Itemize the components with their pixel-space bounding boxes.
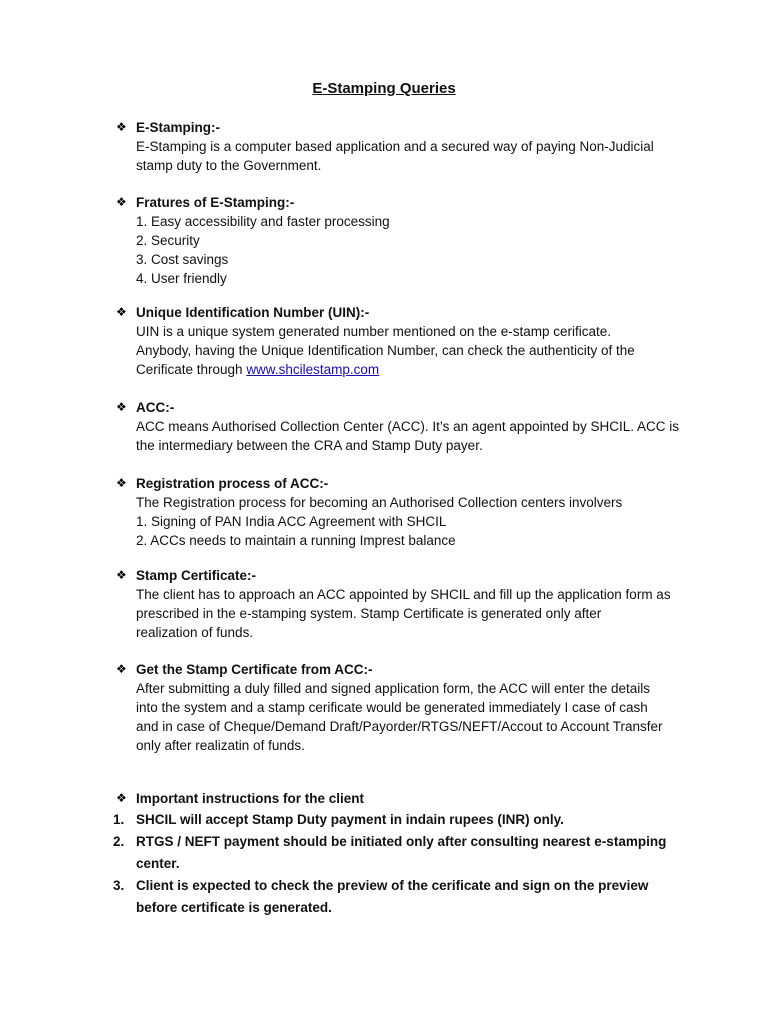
list-item: 3. Cost savings (136, 252, 229, 267)
shcilestamp-link[interactable]: www.shcilestamp.com (246, 362, 380, 377)
body-line: prescribed in the e-stamping system. Stamp Certificate is generated only after (136, 606, 602, 621)
section-features (116, 193, 716, 288)
body-line: the intermediary between the CRA and Stamp Duty payer. (136, 438, 483, 453)
diamond-bullet-icon: ❖ (116, 305, 127, 319)
list-item: 1. Signing of PAN India ACC Agreement with SHCIL (136, 514, 447, 529)
section-heading: ACC:- (136, 400, 175, 415)
item-text: before certificate is generated. (136, 900, 332, 915)
instructions-list (113, 809, 673, 919)
diamond-bullet-icon: ❖ (116, 120, 127, 134)
section-stamp-certificate (116, 566, 716, 642)
link-prefix: Cerificate through (136, 362, 247, 377)
diamond-bullet-icon: ❖ (116, 400, 127, 414)
section-heading: Fratures of E-Stamping:- (136, 195, 295, 210)
body-line: ACC means Authorised Collection Center (ACC). It’s an agent appointed by SHCIL. ACC is (136, 419, 680, 434)
section-heading: Get the Stamp Certificate from ACC:- (136, 662, 373, 677)
item-text: center. (136, 856, 180, 871)
section-registration (116, 474, 716, 550)
item-number: 1. (113, 812, 125, 827)
list-item: 2. Security (136, 233, 200, 248)
body-line: stamp duty to the Government. (136, 158, 322, 173)
section-heading: E-Stamping:- (136, 120, 220, 135)
item-number: 2. (113, 834, 125, 849)
list-item: 4. User friendly (136, 271, 227, 286)
item-number: 3. (113, 878, 125, 893)
diamond-bullet-icon: ❖ (116, 791, 127, 805)
section-acc (116, 398, 716, 455)
item-text: RTGS / NEFT payment should be initiated only after consulting nearest e-stamping (136, 834, 667, 849)
section-heading: Registration process of ACC:- (136, 476, 329, 491)
section-e-stamping (116, 118, 716, 175)
section-important-instructions (116, 789, 716, 808)
list-item: 1. Easy accessibility and faster processing (136, 214, 390, 229)
item-text: Client is expected to check the preview of the cerificate and sign on the preview (136, 878, 649, 893)
diamond-bullet-icon: ❖ (116, 662, 127, 676)
body-line: Anybody, having the Unique Identification Number, can check the authenticity of the (136, 343, 635, 358)
body-line: The client has to approach an ACC appointed by SHCIL and fill up the application form as (136, 587, 671, 602)
body-line: E-Stamping is a computer based application and a secured way of paying Non-Judicial (136, 139, 654, 154)
diamond-bullet-icon: ❖ (116, 568, 127, 582)
page-title: E-Stamping Queries (312, 80, 456, 97)
list-item: 2. ACCs needs to maintain a running Imprest balance (136, 533, 456, 548)
body-line: only after realizatin of funds. (136, 738, 305, 753)
list-item (113, 831, 673, 875)
body-line: into the system and a stamp cerificate would be generated immediately I case of cash (136, 700, 648, 715)
diamond-bullet-icon: ❖ (116, 476, 127, 490)
diamond-bullet-icon: ❖ (116, 195, 127, 209)
body-line: After submitting a duly filled and signed application form, the ACC will enter the details (136, 681, 651, 696)
section-heading: Stamp Certificate:- (136, 568, 257, 583)
section-get-certificate (116, 660, 716, 755)
section-heading: Unique Identification Number (UIN):- (136, 305, 370, 320)
list-item (113, 875, 673, 919)
body-line: UIN is a unique system generated number mentioned on the e-stamp cerificate. (136, 324, 611, 339)
body-line: The Registration process for becoming an Authorised Collection centers involvers (136, 495, 623, 510)
item-text: SHCIL will accept Stamp Duty payment in indain rupees (INR) only. (136, 812, 564, 827)
body-line: realization of funds. (136, 625, 254, 640)
body-line: and in case of Cheque/Demand Draft/Payorder/RTGS/NEFT/Accout to Account Transfer (136, 719, 663, 734)
body-line-with-link (136, 360, 716, 379)
list-item (113, 809, 673, 831)
section-uin (116, 303, 716, 379)
section-heading: Important instructions for the client (136, 791, 365, 806)
